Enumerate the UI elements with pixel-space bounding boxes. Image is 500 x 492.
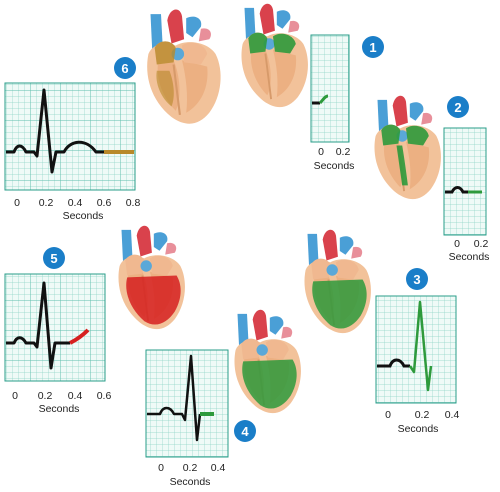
tick-label: 0.2	[414, 409, 430, 421]
axis-unit-label: Seconds	[397, 423, 439, 435]
tick-label: 0.4	[210, 462, 226, 474]
ecg-panel-6	[5, 83, 135, 190]
tick-label: 0	[318, 146, 324, 158]
heart-step-2	[374, 96, 440, 199]
tick-label: 0	[158, 462, 164, 474]
heart-step-6	[147, 9, 220, 123]
svg-text:6: 6	[121, 61, 129, 76]
step-badge-1	[362, 36, 384, 58]
axis-3	[385, 409, 459, 435]
heart-step-4	[234, 310, 300, 413]
ecg-panel-1	[311, 35, 349, 142]
step-badge-2	[447, 96, 469, 118]
axis-4	[158, 462, 225, 488]
tick-label: 0.6	[96, 197, 112, 209]
axis-unit-label: Seconds	[169, 476, 211, 488]
svg-text:3: 3	[413, 272, 421, 287]
tick-label: 0.2	[473, 238, 489, 250]
tick-label: 0	[12, 390, 18, 402]
ecg-panel-2	[444, 128, 486, 235]
axis-6	[14, 197, 140, 222]
tick-label: 0.4	[67, 197, 83, 209]
ecg-panel-5	[5, 274, 105, 381]
heart-step-3	[304, 230, 370, 333]
tick-label: 0.4	[444, 409, 460, 421]
svg-text:1: 1	[369, 40, 377, 55]
tick-label: 0.2	[335, 146, 351, 158]
tick-label: 0	[14, 197, 20, 209]
heart-step-5	[118, 226, 184, 329]
ecg-panel-3	[376, 296, 456, 403]
tick-label: 0.4	[67, 390, 83, 402]
axis-unit-label: Seconds	[62, 210, 104, 222]
step-badge-5	[43, 247, 65, 269]
ecg-panel-4	[146, 350, 228, 457]
axis-unit-label: Seconds	[38, 403, 80, 415]
svg-text:2: 2	[454, 100, 462, 115]
step-badge-6	[114, 57, 136, 79]
tick-label: 0	[454, 238, 460, 250]
tick-label: 0	[385, 409, 391, 421]
tick-label: 0.2	[38, 197, 54, 209]
axis-1	[314, 146, 355, 172]
tick-label: 0.6	[96, 390, 112, 402]
axis-5	[12, 390, 111, 415]
axis-unit-label: Seconds	[313, 160, 355, 172]
svg-text:4: 4	[241, 424, 249, 439]
heart-step-1	[241, 4, 307, 107]
step-badge-3	[406, 268, 428, 290]
tick-label: 0.2	[182, 462, 198, 474]
axis-unit-label: Seconds	[448, 251, 490, 263]
tick-label: 0.2	[37, 390, 53, 402]
axis-2	[449, 238, 490, 263]
tick-label: 0.8	[125, 197, 141, 209]
step-badge-4	[234, 420, 256, 442]
svg-text:5: 5	[50, 251, 58, 266]
